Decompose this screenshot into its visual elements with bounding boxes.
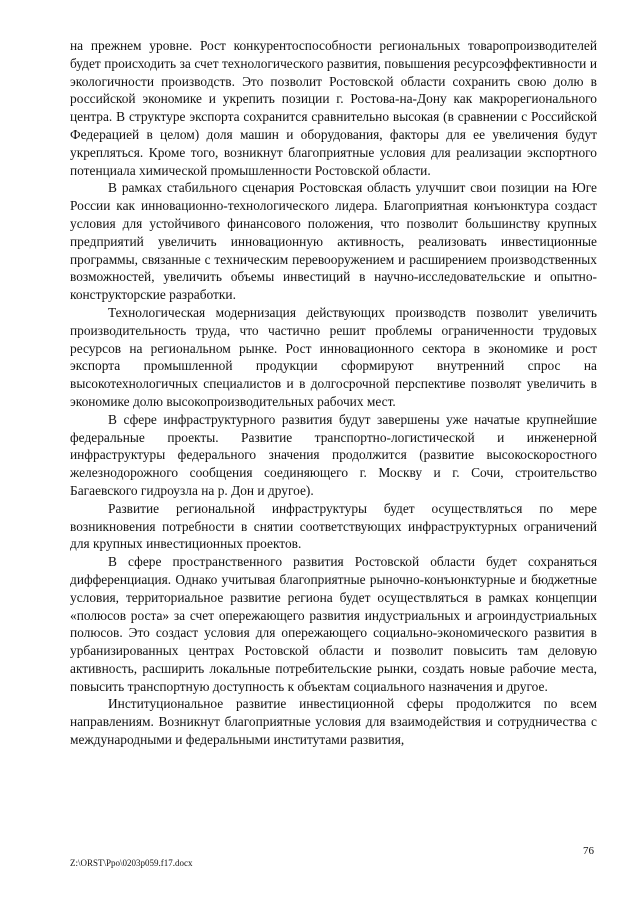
paragraph-technological-modernization: Технологическая модернизация действующих производств позволит увеличить производительность труда, что частично решит проблемы ограниченности трудовых ресурсов на региональном рынке. Рост инновационного сектора в экономике и рост экспорта промышленной продукции сформируют внутренний спрос на высокотехнологичных специалистов и в долгосрочной перспективе позволят увеличить в экономике долю высокопроизводительных рабочих мест. — [70, 304, 597, 409]
paragraph-continued: на прежнем уровне. Рост конкурентоспособности региональных товаропроизводителей будет происходить за счет технологического развития, повышения ресурсоэффективности и экологичности производств. Это позволит Ростовской области сохранить свою долю в российской экономике и укрепить позиции г. Ростова-на-Дону как макрорегионального центра. В структуре экспорта сохранится сравнительно высокая (в сравнении с Российской Федерацией в целом) доля машин и оборудования, факторы для ее увеличения будут укрепляться. Кроме того, возникнут благоприятные условия для реализации экспортного потенциала химической промышленности Ростовской области. — [70, 38, 597, 178]
footer-file-path: Z:\ORST\Ppo\0203p059.f17.docx — [70, 858, 193, 868]
page-number: 76 — [583, 845, 594, 857]
paragraph-regional-infrastructure: Развитие региональной инфраструктуры будет осуществляться по мере возникновения потребности в снятии соответствующих инфраструктурных ограничений для крупных инвестиционных проектов. — [70, 500, 597, 552]
paragraph-institutional-development: Институциональное развитие инвестиционной сферы продолжится по всем направлениям. Возникнут благоприятные условия для взаимодействия и сотрудничества с международными и федеральными институтами развития, — [70, 696, 597, 748]
document-body — [70, 37, 597, 749]
paragraph-stable-scenario: В рамках стабильного сценария Ростовская область улучшит свои позиции на Юге России как инновационно-технологического лидера. Благоприятная конъюнктура создаст условия для устойчивого финансового положения, что позволит большинству крупных предприятий увеличить инновационную активность, реализовать инвестиционные программы, связанные с техническим перевооружением и расширением производственных возможностей, увеличить объемы инвестиций в научно-исследовательские и опытно-конструкторские разработки. — [70, 180, 597, 303]
paragraph-infrastructure: В сфере инфраструктурного развития будут завершены уже начатые крупнейшие федеральные проекты. Развитие транспортно-логистической и инженерной инфраструктуры федерального значения продолжится (развитие высокоскоростного железнодорожного сообщения соединяющего г. Москву и г. Сочи, строительство Багаевского гидроузла на р. Дон и другое). — [70, 411, 597, 498]
paragraph-spatial-development: В сфере пространственного развития Ростовской области будет сохраняться дифференциация. Однако учитывая благоприятные рыночно-конъюнктурные и бюджетные условия, территориальное развитие региона будет осуществляться в рамках концепции «полюсов роста» за счет опережающего развития индустриальных и агроиндустриальных полюсов. Это создаст условия для опережающего социально-экономического развития в урбанизированных центрах Ростовской области и позволит повысить там деловую активность, расширить локальные потребительские рынки, создать новые рабочие места, повысить транспортную доступность к объектам социального назначения и другое. — [70, 554, 597, 694]
